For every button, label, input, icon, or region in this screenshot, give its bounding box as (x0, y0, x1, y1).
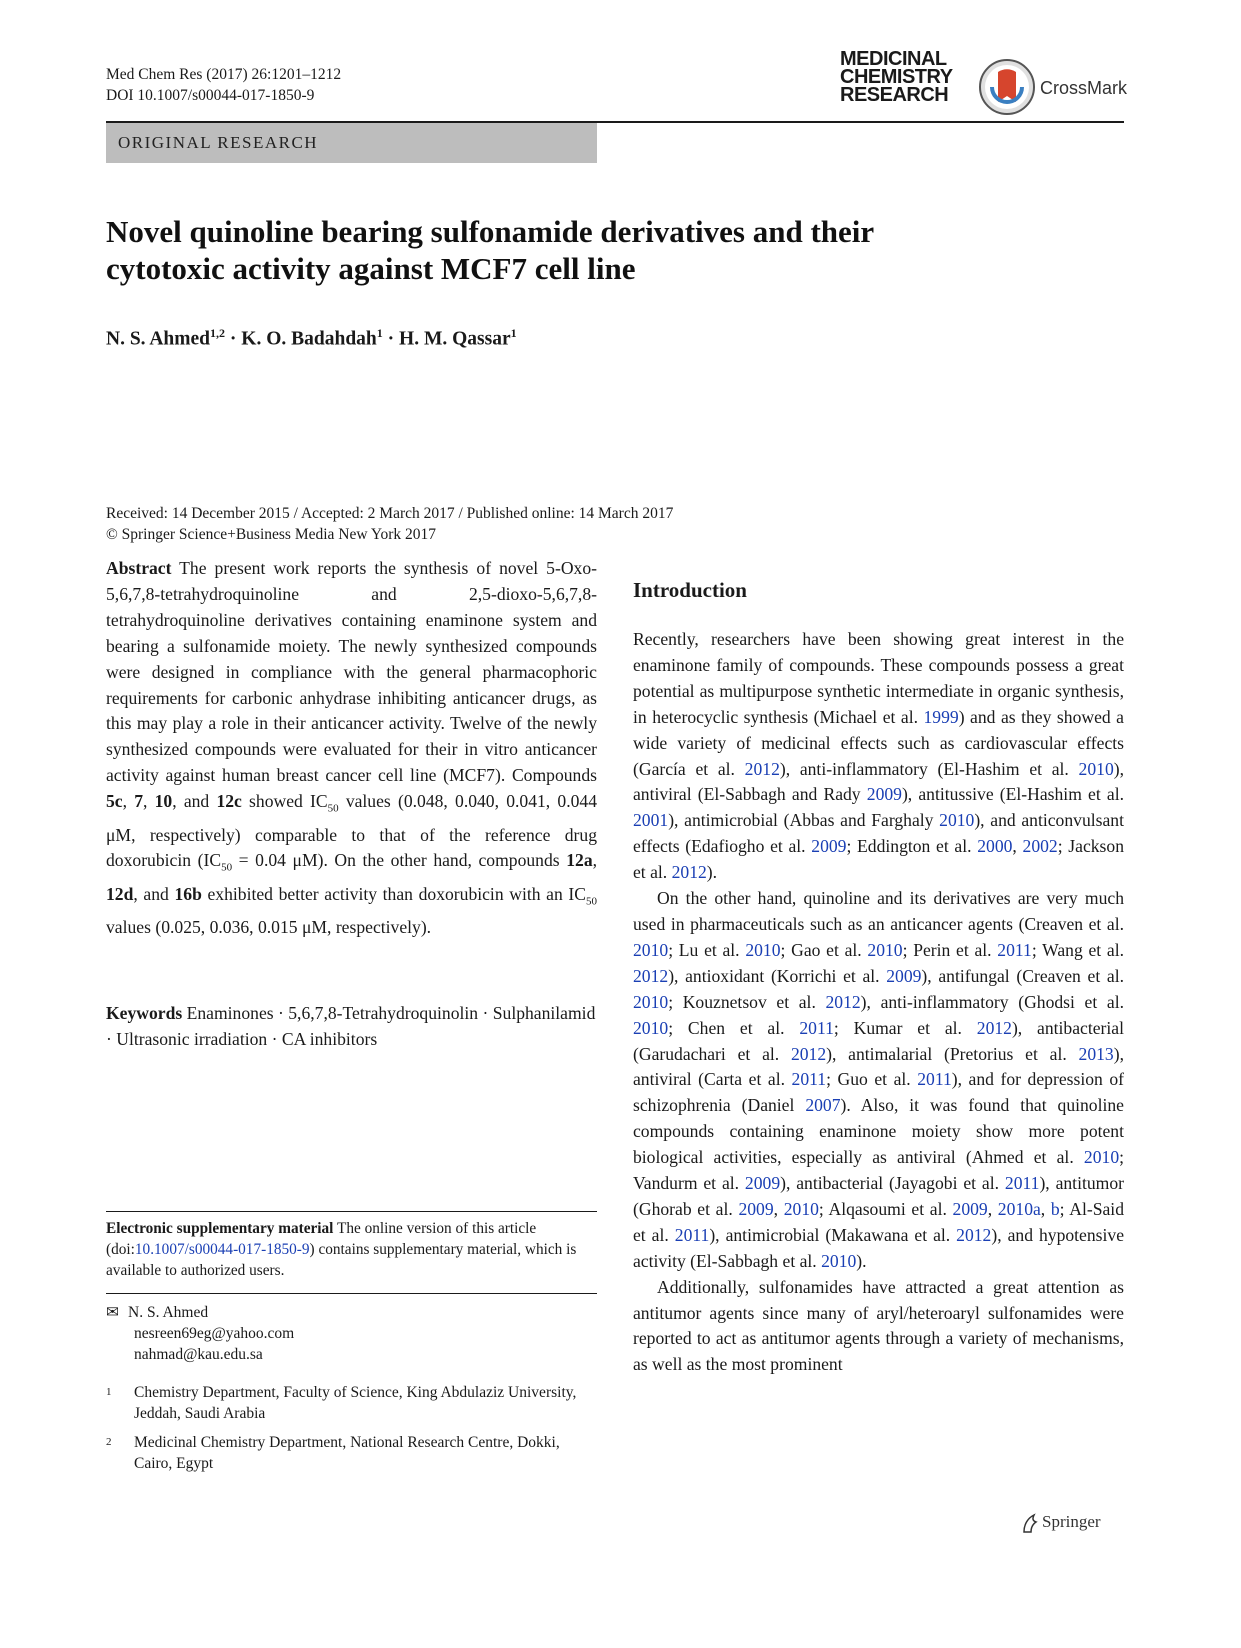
contact-email[interactable]: nahmad@kau.edu.sa (134, 1346, 263, 1363)
citation-link[interactable]: 2012 (825, 991, 861, 1012)
citation-link[interactable]: 2011 (997, 939, 1032, 960)
citation-link[interactable]: 2011 (1004, 1173, 1040, 1194)
keywords-text: Enaminones · 5,6,7,8-Tetrahydroquinolin · Sulphanilamid · Ultrasonic irradiation · CA inhibitors (106, 1003, 596, 1049)
intro-text: ). (706, 862, 718, 883)
abstract (106, 556, 597, 941)
intro-text: ), anti-inflammatory (El-Hashim et al. (779, 758, 1079, 779)
compound-id: 10 (154, 791, 173, 812)
dates-line: Received: 14 December 2015 / Accepted: 2 March 2017 / Published online: 14 March 2017 (106, 505, 674, 522)
envelope-icon: ✉ (106, 1304, 119, 1321)
intro-text: On the other hand, quinoline and its derivatives are very much used in pharmaceuticals such as an anticancer agents (Creaven et al. (633, 888, 1124, 934)
affiliation-number: 1 (106, 1386, 112, 1398)
intro-paragraph (633, 1275, 1124, 1379)
subscript: 50 (327, 802, 339, 815)
compound-id: 12d (106, 883, 134, 904)
intro-text: , (987, 1198, 998, 1219)
intro-text: ), and hypotensive activity (El-Sabbagh et al. (633, 1224, 1124, 1271)
intro-text: ; Wang et al. (1031, 939, 1124, 960)
citation-link[interactable]: 2010 (783, 1198, 819, 1219)
intro-text: ; Alqasoumi et al. (818, 1198, 953, 1219)
doi-line: DOI 10.1007/s00044-017-1850-9 (106, 87, 315, 104)
intro-text: ). (856, 1250, 867, 1271)
citation-link[interactable]: 2001 (633, 810, 669, 831)
abstract-text: exhibited better activity than doxorubicin with an IC (201, 883, 586, 904)
copyright-line: © Springer Science+Business Media New York 2017 (106, 526, 437, 543)
citation-line: Med Chem Res (2017) 26:1201–1212 (106, 66, 342, 83)
citation-link[interactable]: 2009 (744, 1173, 781, 1194)
intro-text: ; Lu et al. (668, 939, 746, 960)
intro-text: ), antitussive (El-Hashim et al. (901, 784, 1124, 805)
compound-id: 12a (566, 850, 593, 871)
title-line: cytotoxic activity against MCF7 cell line (106, 251, 636, 286)
author-list (106, 326, 517, 351)
affiliation-text: Chemistry Department, Faculty of Science, King Abdulaziz University, Jeddah, Saudi Arabia (134, 1384, 577, 1422)
intro-text: ; Gao et al. (780, 939, 868, 960)
author-name: H. M. Qassar (399, 328, 511, 350)
citation-link[interactable]: 2011 (674, 1224, 710, 1245)
subscript: 50 (221, 862, 233, 874)
crossmark-icon[interactable] (978, 58, 1036, 116)
author-name: N. S. Ahmed (106, 328, 211, 350)
abstract-text: The present work reports the synthesis of novel 5-Oxo-5,6,7,8-tetrahydroquinoline and 2,5-dioxo-5,6,7,8-tetrahydroquinoline derivatives containing enaminone system and bearing a sulfonamide moiety. The newly synthesized compounds were designed in compliance with the general pharmacophoric requirements for carbonic anhydrase inhibiting anticancer drugs, as this may play a role in their anticancer activity. Twelve of the newly synthesized compounds were evaluated for their in vitro anticancer activity against human breast cancer cell line (MCF7). Compounds (106, 558, 597, 786)
intro-text: ). Also, it was found that quinoline compounds containing enaminone moiety show more potent biological activities, especially as antiviral (Ahmed et al. (633, 1095, 1124, 1168)
title-line: Novel quinoline bearing sulfonamide derivatives and their (106, 214, 875, 249)
abstract-text: showed IC (241, 791, 328, 812)
citation-link[interactable]: 2010 (1078, 758, 1114, 779)
citation-link[interactable]: 2010 (1083, 1147, 1120, 1168)
esm-doi-link[interactable]: 10.1007/s00044-017-1850-9 (134, 1241, 310, 1258)
esm-text: ) contains supplementary material, which is available to authorized users. (106, 1241, 577, 1279)
crossmark-label[interactable]: CrossMark (1040, 78, 1128, 98)
citation-link[interactable]: 2009 (886, 965, 922, 986)
abstract-label: Abstract (106, 558, 172, 578)
contact-name: N. S. Ahmed (128, 1304, 209, 1321)
citation-link[interactable]: 2012 (956, 1224, 992, 1245)
intro-text: ; Vandurm et al. (633, 1147, 1124, 1194)
intro-text: ) and as they showed a wide variety of medicinal effects such as cardiovascular effects (García et al. (633, 706, 1124, 779)
article-type-label: ORIGINAL RESEARCH (106, 123, 597, 163)
intro-text: ), antimalarial (Pretorius et al. (826, 1043, 1079, 1064)
abstract-text: , (122, 791, 135, 812)
intro-text: ), antifungal (Creaven et al. (921, 965, 1124, 986)
intro-text: ), antiviral (El-Sabbagh and Rady (633, 758, 1124, 805)
intro-text: ; Al-Said et al. (633, 1198, 1124, 1245)
compound-id: 12c (216, 791, 242, 812)
citation-link[interactable]: 2010 (633, 1017, 669, 1038)
corresponding-author (106, 1302, 294, 1365)
author-name: K. O. Badahdah (241, 328, 377, 350)
affiliation-1 (106, 1382, 597, 1424)
author-affiliation: 1 (376, 326, 383, 340)
abstract-text: values (0.025, 0.036, 0.015 μM, respectively). (106, 917, 432, 938)
compound-id: 5c (106, 791, 123, 812)
contact-email[interactable]: nesreen69eg@yahoo.com (134, 1325, 295, 1342)
intro-text: ; Kouznetsov et al. (668, 991, 826, 1012)
author-separator: · (382, 328, 400, 350)
intro-text: ; Perin et al. (902, 939, 998, 960)
citation-link[interactable]: 2011 (791, 1069, 827, 1090)
intro-text: Recently, researchers have been showing great interest in the enaminone family of compounds. These compounds possess a great potential as multipurpose synthetic intermediate in organic synthesis, in heterocyclic synthesis (Michael et al. (633, 629, 1124, 727)
subscript: 50 (586, 895, 597, 908)
publication-history (106, 503, 673, 545)
citation-link[interactable]: 2009 (811, 836, 847, 857)
intro-text: ; Chen et al. (668, 1017, 800, 1038)
intro-text: ), antimicrobial (Makawana et al. (709, 1224, 957, 1245)
keywords-label: Keywords (106, 1003, 183, 1023)
esm-label: Electronic supplementary material (106, 1220, 334, 1237)
intro-text: ), antibacterial (Garudachari et al. (633, 1017, 1124, 1064)
citation-link[interactable]: 2012 (633, 965, 669, 986)
author-affiliation: 1,2 (210, 326, 226, 340)
intro-text: ), antioxidant (Korrichi et al. (668, 965, 887, 986)
intro-paragraph (633, 886, 1124, 1275)
citation-link[interactable]: 2010 (867, 939, 903, 960)
intro-text: , (773, 1198, 784, 1219)
introduction-heading: Introduction (633, 578, 747, 602)
abstract-text: , and (133, 883, 175, 904)
citation-link[interactable]: 2012 (790, 1043, 827, 1064)
intro-text: ; Jackson et al. (633, 836, 1124, 883)
intro-text: ; Kumar et al. (833, 1017, 977, 1038)
affiliation-text: Medicinal Chemistry Department, National Research Centre, Dokki, Cairo, Egypt (134, 1434, 560, 1472)
article-title (106, 213, 1006, 287)
footnote-rule (106, 1293, 597, 1294)
intro-text: ; Eddington et al. (846, 836, 978, 857)
logo-line: CHEMISTRY (840, 66, 953, 88)
citation-link[interactable]: 2010 (821, 1250, 857, 1271)
compound-id: 7 (134, 791, 144, 812)
citation-link[interactable]: 1999 (923, 706, 959, 727)
esm-text: The online version of this article (doi: (106, 1220, 537, 1258)
introduction-body (633, 627, 1124, 1378)
abstract-text: values (0.048, 0.040, 0.041, 0.044 μM, respectively) comparable to that of the reference drug doxorubicin (IC (106, 791, 597, 871)
citation-link[interactable]: 2010 (745, 939, 781, 960)
author-separator: · (225, 328, 242, 350)
citation-link[interactable]: 2012 (976, 1017, 1012, 1038)
logo-line: MEDICINAL (840, 48, 947, 70)
author-affiliation: 1 (510, 326, 517, 340)
citation-link[interactable]: 2011 (799, 1017, 834, 1038)
abstract-text: , (143, 791, 155, 812)
affiliation-number: 2 (106, 1436, 112, 1448)
intro-text: ), antibacterial (Jayagobi et al. (780, 1173, 1005, 1194)
intro-text: ), antiviral (Carta et al. (633, 1043, 1124, 1090)
abstract-text: , and (172, 791, 217, 812)
citation-link[interactable]: 2012 (671, 862, 707, 883)
intro-text: ), and anticonvulsant effects (Edafiogho et al. (633, 810, 1124, 857)
intro-text: ; Guo et al. (826, 1069, 918, 1090)
intro-text: , (1040, 1198, 1051, 1219)
citation-link[interactable]: 2007 (805, 1095, 841, 1116)
citation-link[interactable]: 2011 (917, 1069, 952, 1090)
citation-link[interactable]: 2010 (939, 810, 975, 831)
abstract-text: , (592, 850, 598, 871)
intro-text: ), anti-inflammatory (Ghodsi et al. (860, 991, 1124, 1012)
citation-link[interactable]: 2000 (977, 836, 1013, 857)
publisher-name: Springer (1042, 1512, 1101, 1531)
logo-line: RESEARCH (840, 84, 949, 106)
citation-link[interactable]: 2009 (738, 1198, 774, 1219)
supplementary-note (106, 1218, 597, 1281)
citation-link[interactable]: 2009 (952, 1198, 988, 1219)
journal-logo (840, 50, 970, 104)
affiliation-2 (106, 1432, 597, 1474)
intro-text: ), antimicrobial (Abbas and Farghaly (668, 810, 940, 831)
footnote-rule (106, 1211, 597, 1212)
journal-citation (106, 64, 341, 106)
citation-link[interactable]: 2012 (744, 758, 780, 779)
compound-id: 16b (174, 883, 202, 904)
keywords (106, 1001, 597, 1053)
springer-horse-icon (1020, 1512, 1040, 1534)
citation-link[interactable]: 2010 (633, 991, 669, 1012)
intro-text: Additionally, sulfonamides have attracted a great attention as antitumor agents since many of aryl/heteroaryl sulfonamides were reported to act as antitumor agents through a variety of mechanisms, as well as the most prominent (633, 1276, 1124, 1375)
citation-link[interactable]: 2010 (633, 939, 669, 960)
citation-link[interactable]: 2013 (1078, 1043, 1114, 1064)
intro-text: ), and for depression of schizophrenia (Daniel (633, 1069, 1124, 1116)
citation-link[interactable]: 2002 (1022, 836, 1058, 857)
citation-link[interactable]: 2010a (997, 1198, 1041, 1219)
abstract-text: = 0.04 μM). On the other hand, compounds (232, 850, 567, 871)
citation-link[interactable]: 2009 (866, 784, 902, 805)
intro-text: ), antitumor (Ghorab et al. (633, 1173, 1124, 1219)
intro-paragraph (633, 627, 1124, 886)
citation-link[interactable]: b (1050, 1198, 1060, 1219)
intro-text: , (1012, 836, 1023, 857)
